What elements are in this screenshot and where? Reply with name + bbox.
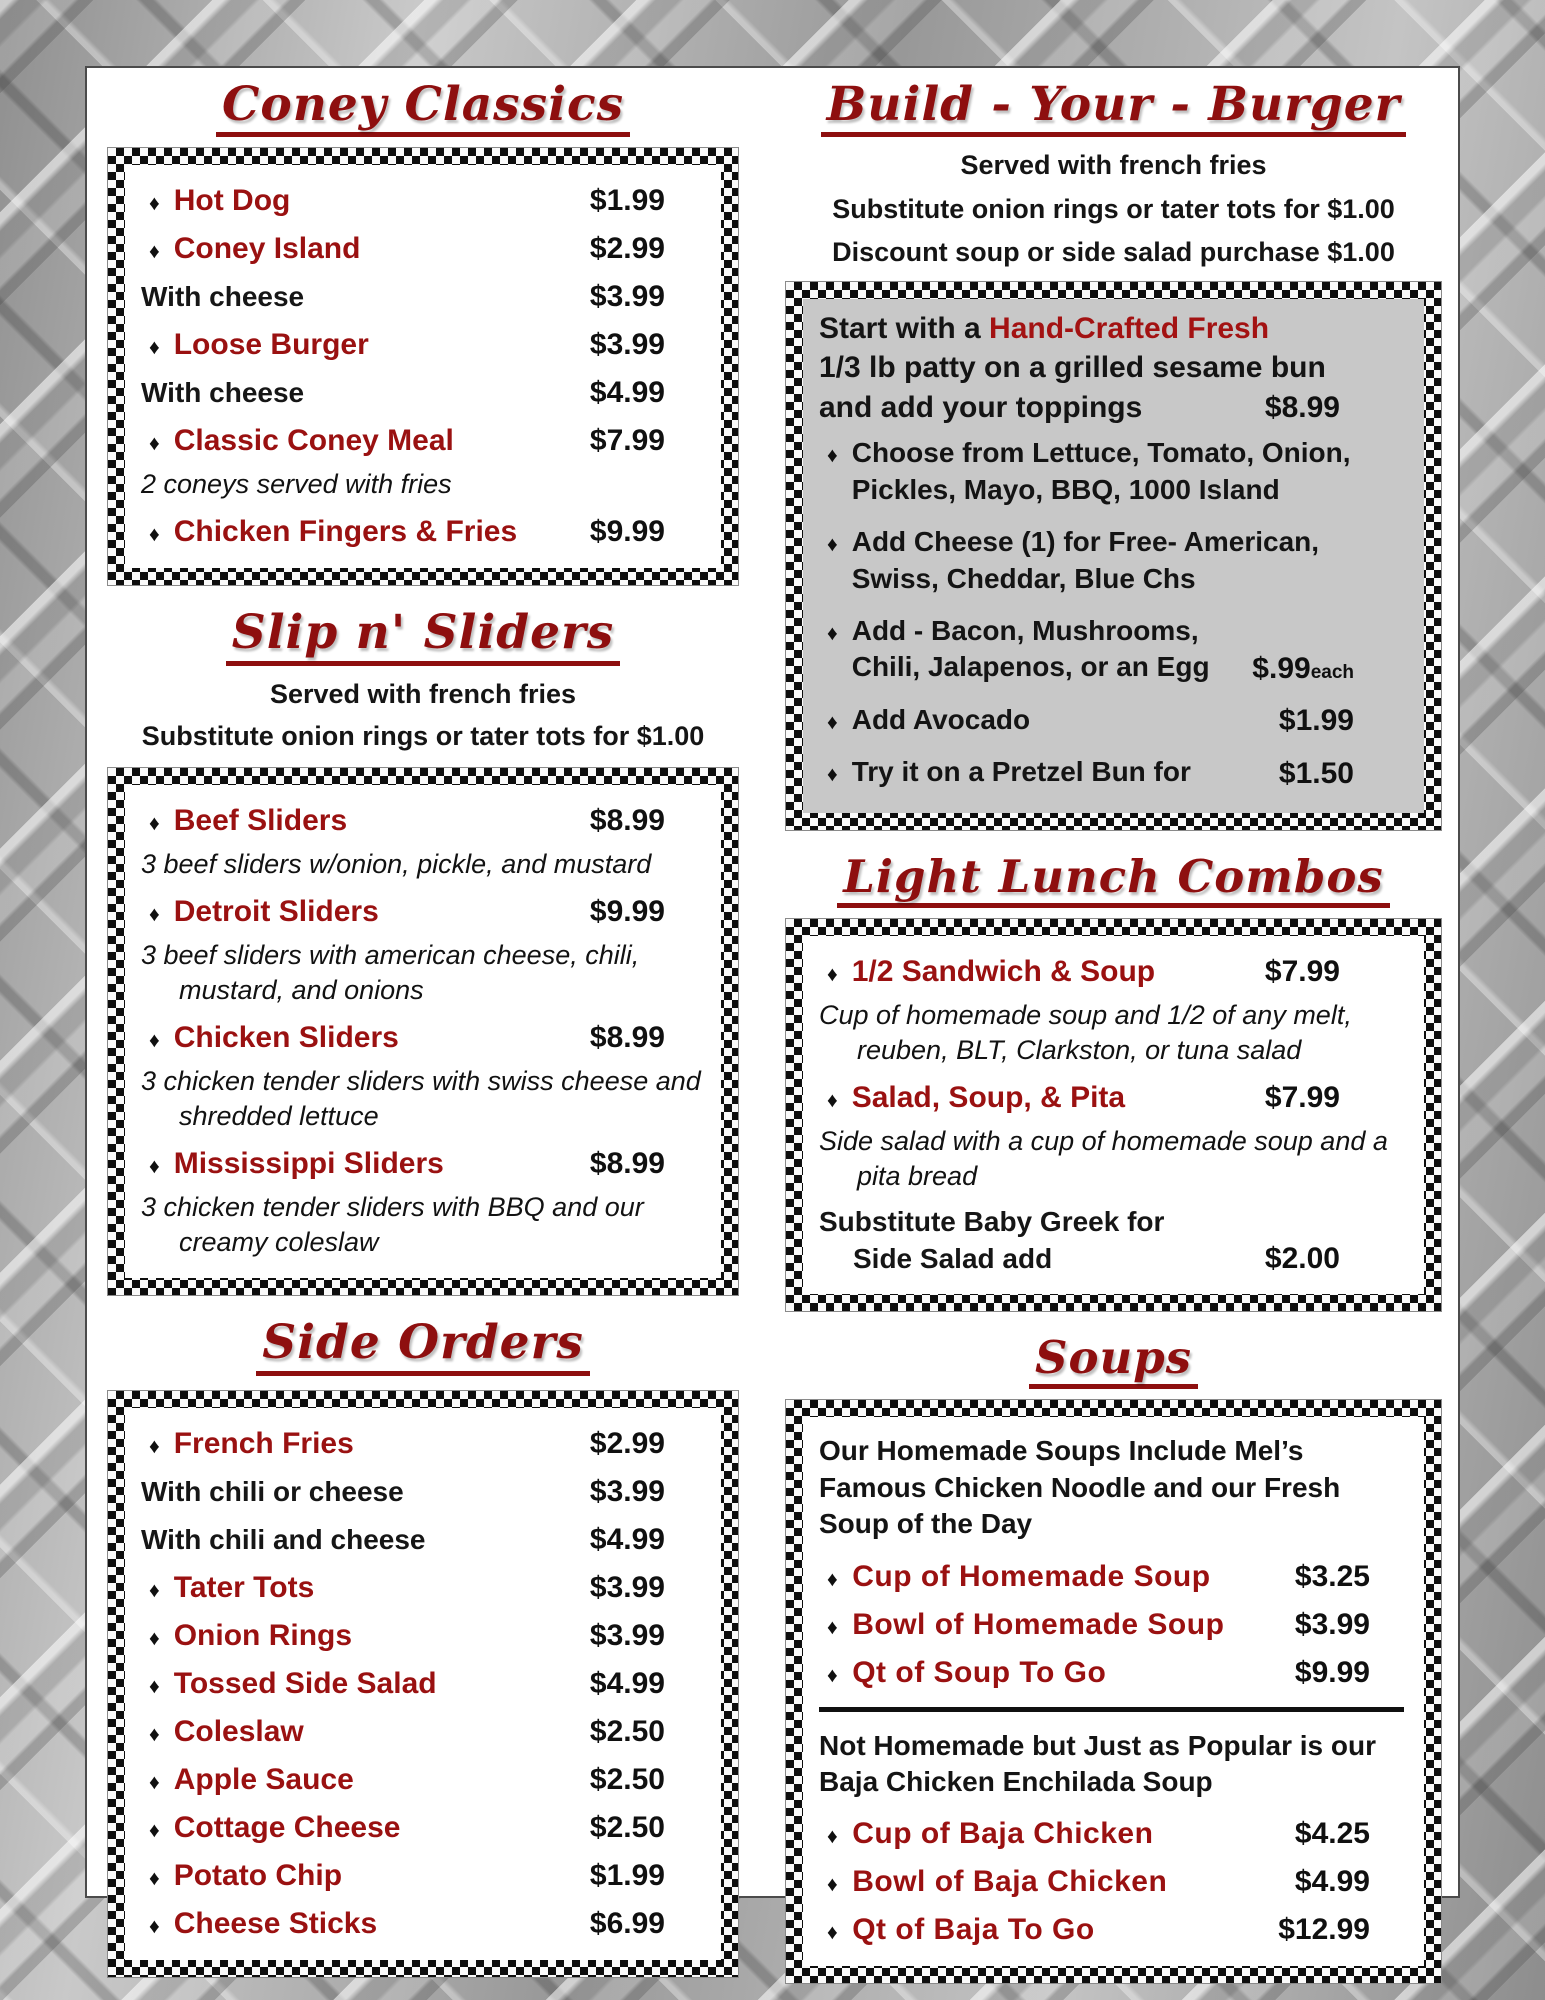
menu-row <box>141 1612 721 1660</box>
menu-row <box>819 1553 1424 1601</box>
item-name: Qt of Soup To Go <box>852 1655 1107 1689</box>
menu-row <box>141 321 721 369</box>
section-heading-build-your-burger <box>785 77 1442 137</box>
intro-text: 1/3 lb patty on a grilled sesame bun <box>819 351 1326 385</box>
item-price: $12.99 <box>1278 1913 1370 1947</box>
item-price: $2.00 <box>1264 1242 1340 1276</box>
item-price: $8.99 <box>589 803 665 837</box>
burger-option-row <box>819 746 1424 798</box>
item-name: Onion Rings <box>173 1618 353 1652</box>
item-price: $1.50 <box>1278 756 1354 790</box>
section-title: Soups <box>1029 1334 1198 1389</box>
diamond-bullet-icon: ♦ <box>827 1089 838 1112</box>
item-price: $8.99 <box>1264 390 1340 424</box>
coney-classics-box <box>107 147 739 586</box>
item-name: With chili and cheese <box>141 1523 426 1555</box>
substitute-note-line2 <box>819 1240 1424 1282</box>
diamond-bullet-icon: ♦ <box>149 1818 160 1842</box>
item-price: $3.99 <box>589 280 665 314</box>
menu-page <box>85 66 1460 1947</box>
diamond-bullet-icon: ♦ <box>149 1866 160 1890</box>
diamond-bullet-icon: ♦ <box>149 1674 160 1698</box>
diamond-bullet-icon: ♦ <box>149 1626 160 1650</box>
item-description: 3 beef sliders with american cheese, chili, mustard, and onions <box>141 939 640 1005</box>
section-note: Served with french fries <box>960 150 1267 181</box>
diamond-bullet-icon: ♦ <box>149 432 160 456</box>
menu-row <box>141 1468 721 1516</box>
item-price: $2.50 <box>589 1714 665 1748</box>
menu-row <box>141 888 721 936</box>
diamond-bullet-icon: ♦ <box>149 336 160 360</box>
item-price: $3.25 <box>1294 1559 1370 1593</box>
menu-row <box>141 177 721 225</box>
item-description: Cup of homemade soup and 1/2 of any melt, reuben, BLT, Clarkston, or tuna salad <box>819 999 1352 1065</box>
item-price: $9.99 <box>1294 1655 1370 1689</box>
substitute-note: Substitute Baby Greek for <box>819 1206 1165 1238</box>
menu-row <box>141 1804 721 1852</box>
menu-row <box>819 1601 1424 1649</box>
item-price: $2.50 <box>589 1762 665 1796</box>
diamond-bullet-icon: ♦ <box>149 1155 160 1179</box>
diamond-bullet-icon: ♦ <box>827 1663 839 1687</box>
menu-row <box>141 1900 721 1948</box>
burger-option-row <box>819 694 1424 746</box>
menu-row <box>141 1660 721 1708</box>
side-orders-box <box>107 1390 739 1978</box>
diamond-bullet-icon: ♦ <box>149 192 160 216</box>
diamond-bullet-icon: ♦ <box>149 811 160 835</box>
item-price: $4.99 <box>589 376 665 410</box>
item-name: Coleslaw <box>173 1714 304 1748</box>
item-price: $2.50 <box>589 1810 665 1844</box>
menu-row <box>819 1810 1424 1858</box>
item-name: Salad, Soup, & Pita <box>851 1081 1126 1114</box>
diamond-bullet-icon: ♦ <box>827 763 838 787</box>
diamond-bullet-icon: ♦ <box>827 622 838 645</box>
sliders-box <box>107 767 739 1297</box>
diamond-bullet-icon: ♦ <box>827 1921 839 1945</box>
intro-text: and add your toppings <box>819 390 1143 424</box>
item-price: $6.99 <box>589 1906 665 1940</box>
item-name: Bowl of Homemade Soup <box>852 1607 1225 1641</box>
item-name: Tossed Side Salad <box>173 1666 437 1700</box>
section-title: Slip n' Sliders <box>226 608 620 665</box>
item-description: 2 coneys served with fries <box>141 469 452 500</box>
item-price: $3.99 <box>589 1618 665 1652</box>
section-title: Build - Your - Burger <box>821 80 1407 137</box>
diamond-bullet-icon: ♦ <box>149 1722 160 1746</box>
menu-row <box>141 1140 721 1188</box>
burger-option-row <box>819 605 1424 694</box>
option-text: Add Cheese (1) for Free- American, Swiss, Cheddar, Blue Chs <box>851 526 1320 594</box>
item-price: $1.99 <box>589 1858 665 1892</box>
note-text: Side Salad add <box>853 1243 1053 1275</box>
item-description: Side salad with a cup of homemade soup and a pita bread <box>819 1126 1388 1192</box>
item-price: $9.99 <box>589 894 665 928</box>
diamond-bullet-icon: ♦ <box>827 1567 839 1591</box>
right-column <box>785 76 1442 1947</box>
item-price: $4.99 <box>589 1522 665 1556</box>
item-name: Chicken Fingers & Fries <box>173 515 518 549</box>
item-name: Beef Sliders <box>173 803 348 837</box>
intro-text: Start with a <box>819 311 990 345</box>
item-price: $8.99 <box>589 1147 665 1181</box>
item-name: Apple Sauce <box>173 1762 354 1796</box>
item-name: 1/2 Sandwich & Soup <box>851 954 1156 988</box>
section-heading-coney-classics <box>107 77 739 137</box>
section-note: Substitute onion rings or tater tots for $1.00 <box>141 721 705 752</box>
item-price: $4.25 <box>1294 1817 1370 1851</box>
section-heading-slip-n-sliders <box>107 605 739 665</box>
item-price: $8.99 <box>589 1020 665 1054</box>
diamond-bullet-icon: ♦ <box>827 1825 839 1849</box>
item-name: French Fries <box>173 1426 354 1460</box>
section-note: Served with french fries <box>269 678 577 709</box>
section-note: Discount soup or side salad purchase $1.00 <box>832 237 1395 268</box>
menu-row <box>819 1649 1424 1697</box>
item-name: Detroit Sliders <box>173 894 379 928</box>
menu-row <box>141 1420 721 1468</box>
price-suffix: each <box>1310 661 1354 683</box>
menu-row <box>819 1074 1424 1122</box>
burger-option-row <box>819 516 1424 605</box>
item-price: $3.99 <box>589 1570 665 1604</box>
item-name: With chili or cheese <box>141 1475 404 1507</box>
diamond-bullet-icon: ♦ <box>149 240 160 264</box>
item-name: Cottage Cheese <box>173 1810 401 1844</box>
item-name: Cup of Baja Chicken <box>852 1817 1154 1851</box>
item-description: 3 beef sliders w/onion, pickle, and mustard <box>141 848 652 879</box>
soups-intro: Our Homemade Soups Include Mel’s Famous Chicken Noodle and our Fresh Soup of the Day <box>819 1435 1341 1540</box>
item-description: 3 chicken tender sliders with BBQ and our creamy coleslaw <box>141 1192 644 1258</box>
menu-row <box>141 273 721 321</box>
diamond-bullet-icon: ♦ <box>827 962 838 986</box>
left-column <box>107 76 739 1940</box>
item-name: With cheese <box>141 281 305 313</box>
diamond-bullet-icon: ♦ <box>149 1028 160 1052</box>
item-price: $1.99 <box>589 184 665 218</box>
item-price: $3.99 <box>1294 1607 1370 1641</box>
section-title: Side Orders <box>256 1318 590 1375</box>
menu-row <box>141 369 721 417</box>
diamond-bullet-icon: ♦ <box>149 1770 160 1794</box>
item-name: Hot Dog <box>173 184 291 218</box>
section-title: Coney Classics <box>216 80 630 137</box>
menu-row <box>819 948 1424 996</box>
menu-row <box>141 1708 721 1756</box>
item-price: $7.99 <box>589 424 665 458</box>
diamond-bullet-icon: ♦ <box>827 1873 839 1897</box>
item-name: Qt of Baja To Go <box>852 1913 1095 1947</box>
divider <box>819 1707 1404 1712</box>
item-price: $.99each <box>1252 651 1354 685</box>
item-price: $4.99 <box>589 1666 665 1700</box>
item-name: With cheese <box>141 377 305 409</box>
option-text: Add - Bacon, Mushrooms, Chili, Jalapenos, or an Egg <box>851 615 1210 683</box>
item-name: Classic Coney Meal <box>173 424 454 458</box>
light-lunch-combos-box <box>785 918 1442 1312</box>
diamond-bullet-icon: ♦ <box>827 444 838 468</box>
section-heading-side-orders <box>107 1315 739 1375</box>
item-price: $2.99 <box>589 1426 665 1460</box>
item-price: $7.99 <box>1264 954 1340 988</box>
soups-box <box>785 1399 1442 1984</box>
menu-row <box>819 1858 1424 1906</box>
diamond-bullet-icon: ♦ <box>149 1578 160 1602</box>
section-heading-soups <box>785 1331 1442 1389</box>
diamond-bullet-icon: ♦ <box>149 902 160 926</box>
build-your-burger-box <box>785 281 1442 831</box>
item-name: Mississippi Sliders <box>173 1147 444 1181</box>
option-text: Add Avocado <box>851 703 1031 735</box>
menu-row <box>141 1014 721 1062</box>
item-name: Loose Burger <box>173 328 369 362</box>
item-name: Cheese Sticks <box>173 1906 378 1940</box>
item-description: 3 chicken tender sliders with swiss cheese and shredded lettuce <box>141 1065 701 1132</box>
item-price: $1.99 <box>1278 704 1354 738</box>
item-price: $3.99 <box>589 328 665 362</box>
item-name: Tater Tots <box>173 1570 315 1604</box>
section-heading-light-lunch-combos <box>785 849 1442 908</box>
menu-row <box>141 1852 721 1900</box>
menu-row <box>141 1756 721 1804</box>
diamond-bullet-icon: ♦ <box>149 1914 160 1938</box>
menu-row <box>141 1564 721 1612</box>
section-title: Light Lunch Combos <box>837 853 1390 908</box>
item-price: $4.99 <box>1294 1865 1370 1899</box>
diamond-bullet-icon: ♦ <box>827 533 838 557</box>
item-price: $7.99 <box>1264 1081 1340 1114</box>
item-name: Cup of Homemade Soup <box>852 1559 1211 1593</box>
item-price: $9.99 <box>589 515 665 549</box>
diamond-bullet-icon: ♦ <box>827 710 838 734</box>
diamond-bullet-icon: ♦ <box>827 1615 839 1639</box>
soups-intro-2: Not Homemade but Just as Popular is our Baja Chicken Enchilada Soup <box>819 1729 1376 1797</box>
diamond-bullet-icon: ♦ <box>149 1434 160 1458</box>
menu-row <box>819 1906 1424 1954</box>
menu-row <box>141 797 721 845</box>
item-name: Coney Island <box>173 232 361 266</box>
intro-highlight: Hand-Crafted Fresh <box>989 311 1270 345</box>
option-text: Try it on a Pretzel Bun for <box>851 756 1191 788</box>
diamond-bullet-icon: ♦ <box>149 523 160 547</box>
menu-row <box>141 225 721 273</box>
burger-intro <box>819 309 1424 428</box>
burger-option-row <box>819 427 1424 516</box>
item-price: $2.99 <box>589 232 665 266</box>
item-name: Chicken Sliders <box>173 1020 399 1054</box>
option-text: Choose from Lettuce, Tomato, Onion, Pickles, Mayo, BBQ, 1000 Island <box>851 437 1351 505</box>
section-note: Substitute onion rings or tater tots for $1.00 <box>832 193 1395 224</box>
menu-row <box>141 508 721 556</box>
item-name: Bowl of Baja Chicken <box>852 1865 1168 1899</box>
item-price: $3.99 <box>589 1474 665 1508</box>
menu-row <box>141 417 721 465</box>
menu-row <box>141 1516 721 1564</box>
item-name: Potato Chip <box>173 1858 343 1892</box>
